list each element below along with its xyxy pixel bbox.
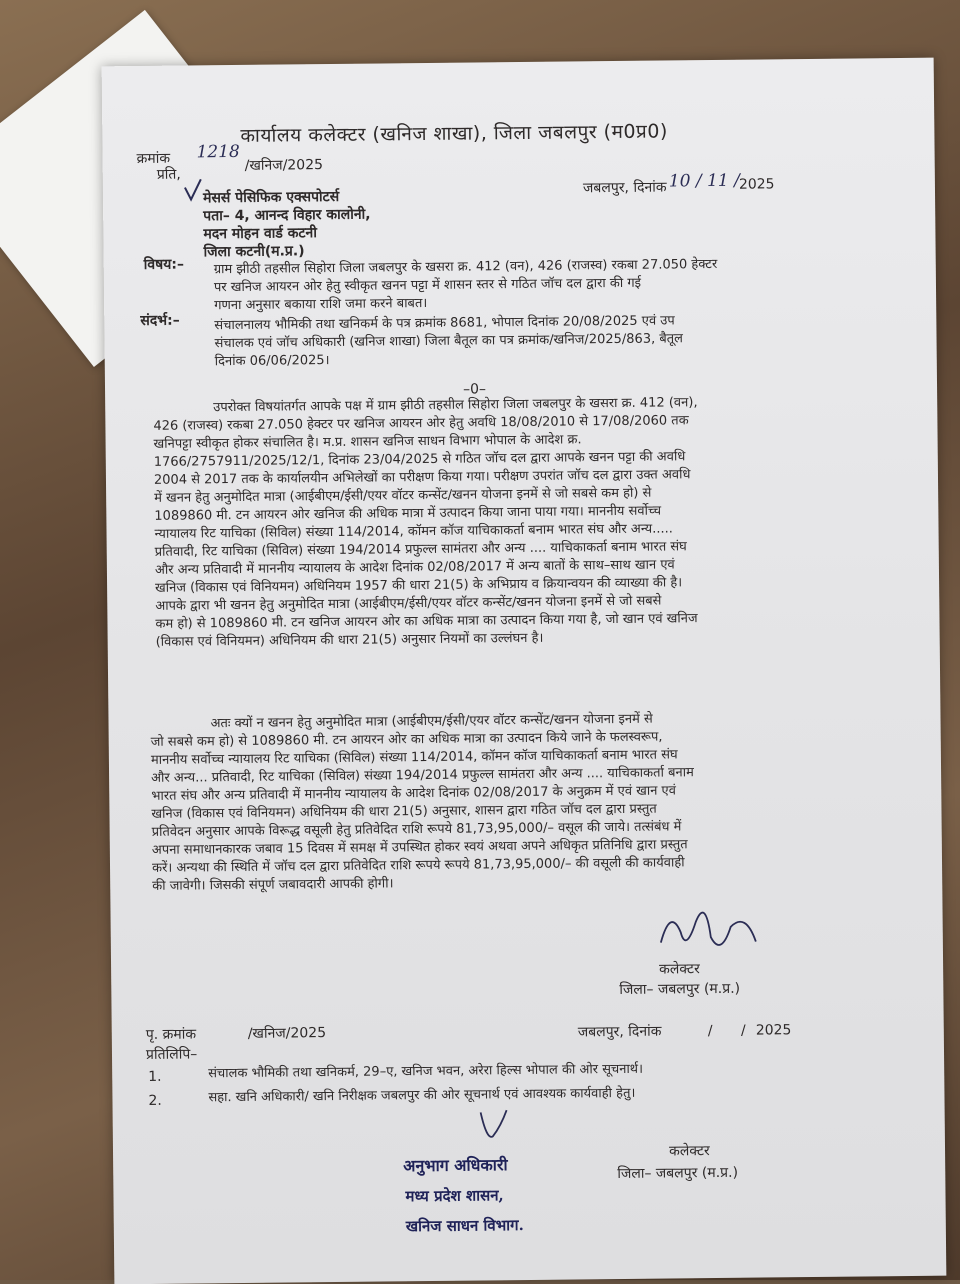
body-paragraph-2 <box>150 709 812 896</box>
body-line: में खनन हेतु अनुमोदित मात्रा (आईबीएम/ईसी/एयर वॉटर कन्सेंट/खनन योजना इनमें से जो सबसे कम हो) से <box>154 485 652 506</box>
body-line: जो सबसे कम हो) से 1089860 मी. टन आयरन ओर का अधिक मात्रा का उत्पादन किये जाने के फलस्वरूप, <box>150 729 663 750</box>
endorsement-ref-prefix: पृ. क्रमांक <box>145 1026 197 1043</box>
endorsement-date-prefix: जबलपुर, दिनांक <box>577 1023 662 1041</box>
copy-label: प्रतिलिपि– <box>145 1046 198 1063</box>
stamp-line2: मध्य प्रदेश शासन, <box>405 1186 504 1206</box>
body-line: आपके द्वारा भी खनन हेतु अनुमोदित मात्रा (आईबीएम/ईसी/एयर वॉटर कन्सेंट/खनन योजना इनमें से जो सबसे <box>155 593 662 614</box>
signatory2-title: कलेक्टर <box>668 1143 710 1160</box>
body-line: प्रतिवादी, रिट याचिका (सिविल) संख्या 194/2014 प्रफुल्ल सामंतरा और अन्य .... याचिकाकर्ता बनाम भारत संघ <box>154 539 687 560</box>
ref-number-handwritten: 1218 <box>196 141 240 163</box>
body-line: और अन्य प्रतिवादी में माननीय न्यायालय के आदेश दिनांक 02/08/2017 में अन्य बातों के साथ–साथ खान एवं <box>154 557 675 578</box>
body-line: माननीय सर्वोच्च न्यायालय रिट याचिका (सिविल) संख्या 114/2014, कॉमन कॉज याचिकाकर्ता बनाम भारत संघ <box>150 747 678 768</box>
stamp-line3: खनिज साधन विभाग. <box>405 1216 524 1236</box>
copy-item-number: 1. <box>148 1068 162 1085</box>
body-line: कम हो) से 1089860 मी. टन खनिज आयरन ओर का अधिक मात्रा का उत्पादन किया गया है, जो खान एवं खनिज <box>155 611 698 632</box>
body-line: अपना समाधानकारक जबाव 15 दिवस में समक्ष में उपस्थित होकर स्वयं अथवा अपने अधिकृत प्रतिनिधि द्वारा प्रस्तुत <box>151 837 688 858</box>
date-handwritten: 10 / 11 / <box>668 170 740 192</box>
reference-line3: दिनांक 06/06/2025। <box>214 353 330 370</box>
reference-line1: संचालनालय भौमिकी तथा खनिकर्म के पत्र क्रमांक 8681, भोपाल दिनांक 20/08/2025 एवं उप <box>214 313 675 334</box>
body-line: प्रतिवेदन अनुसार आपके विरूद्ध वसूली हेतु प्रतिवेदित राशि रूपये 81,73,95,000/– वसूल की जाये। तत्संबंध में <box>151 819 682 840</box>
body-paragraph-1 <box>153 393 816 652</box>
signature-scribble <box>650 901 771 962</box>
reference-line2: संचालक एवं जॉच अधिकारी (खनिज शाखा) जिला बैतूल का पत्र क्रमांक/खनिज/2025/863, बैतूल <box>214 331 684 352</box>
endorsement-date-slashes: / / <box>707 1022 746 1040</box>
addressee-line3: मदन मोहन वार्ड कटनी <box>203 225 318 243</box>
body-line: खनिज (विकास एवं विनियमन) अधिनियम 1957 की धारा 21(5) के अभिप्राय व क्रियान्वयन की व्याख्या की है। <box>155 575 683 596</box>
body-line: अतः क्यों न खनन हेतु अनुमोदित मात्रा (आईबीएम/ईसी/एयर वॉटर कन्सेंट/खनन योजना इनमें से <box>210 711 653 732</box>
copy-item-text: संचालक भौमिकी तथा खनिकर्म, 29–ए, खनिज भवन, अरेरा हिल्स भोपाल की ओर सूचनार्थ। <box>208 1061 644 1082</box>
subject-line2: पर खनिज आयरन ओर हेतु स्वीकृत खनन पट्टा में शासन स्तर से गठित जॉच दल द्वारा की गई <box>213 275 642 296</box>
body-line: 1766/2757911/2025/12/1, दिनांक 23/04/2025 से गठित जॉच दल द्वारा आपके खनन पट्टा की अवधि <box>153 449 686 470</box>
body-line: 426 (राजस्व) रकबा 27.050 हेक्टर पर खनिज आयरन ओर हेतु अवधि 18/08/2010 से 17/08/2060 तक <box>153 413 689 434</box>
addressee-name: मेसर्स पेसिफिक एक्सपोटर्स <box>202 188 340 207</box>
tick-mark-icon <box>183 177 203 203</box>
body-line: (विकास एवं विनियमन) अधिनियम की धारा 21(5) अनुसार नियमों का उल्लंघन है। <box>155 630 544 650</box>
ref-prefix: क्रमांक <box>136 150 171 168</box>
prati-label: प्रति, <box>156 166 181 183</box>
addressee-line2: पता– 4, आनन्द विहार कालोनी, <box>203 206 371 225</box>
stamp-line1: अनुभाग अधिकारी <box>403 1155 508 1176</box>
body-line: खनिज (विकास एवं विनियमन) अधिनियम की धारा 21(5) अनुसार, शासन द्वारा गठित जॉच दल द्वारा प्रस्तुत <box>151 801 657 822</box>
date-prefix: जबलपुर, दिनांक <box>582 179 667 197</box>
body-line: की जावेगी। जिसकी संपूर्ण जबावदारी आपकी होगी। <box>152 876 394 894</box>
reference-label: संदर्भ:– <box>140 312 180 329</box>
signatory-place: जिला– जबलपुर (म.प्र.) <box>619 980 741 999</box>
signatory-title: कलेक्टर <box>659 961 700 978</box>
body-line: और अन्य... प्रतिवादी, रिट याचिका (सिविल) संख्या 194/2014 प्रफुल्ल सामंतरा और अन्य .... याचिकाकर्ता बनाम <box>151 765 694 786</box>
signatory2-place: जिला– जबलपुर (म.प्र.) <box>617 1164 739 1183</box>
endorsement-date-year: 2025 <box>755 1022 792 1039</box>
body-line: भारत संघ और अन्य प्रतिवादी में माननीय न्यायालय के आदेश दिनांक 02/08/2017 के अनुक्रम में एवं खान एवं <box>151 783 677 804</box>
body-line: उपरोक्त विषयांतर्गत आपके पक्ष में ग्राम झीठी तहसील सिहोरा जिला जबलपुर के खसरा क्र. 412 (वन), <box>213 395 698 416</box>
subject-line1: ग्राम झीठी तहसील सिहोरा जिला जबलपुर के खसरा क्र. 412 (वन), 426 (राजस्व) रकबा 27.050 हेक्टर <box>213 256 718 278</box>
subject-line3: गणना अनुसार बकाया राशि जमा करने बाबत। <box>214 295 428 314</box>
body-line: खनिपट्टा स्वीकृत होकर संचालित है। म.प्र. शासन खनिज साधन विभाग भोपाल के आदेश क्र. <box>153 432 582 452</box>
copy-item-text: सहा. खनि अधिकारी/ खनि निरीक्षक जबलपुर की ओर सूचनार्थ एवं आवश्यक कार्यवाही हेतु। <box>208 1085 636 1106</box>
office-heading: कार्यालय कलेक्टर (खनिज शाखा), जिला जबलपुर (म0प्र0) <box>240 120 668 147</box>
body-line: 2004 से 2017 तक के कार्यालयीन अभिलेखों का परीक्षण किया गया। परीक्षण उपरांत जॉच दल द्वारा उक्त अवधि <box>153 467 691 488</box>
copy-item-number: 2. <box>148 1092 162 1109</box>
letter-page <box>102 58 947 1284</box>
endorsement-ref-suffix: /खनिज/2025 <box>247 1025 327 1042</box>
subject-label: विषय:– <box>143 256 185 273</box>
body-line: 1089860 मी. टन आयरन ओर खनिज की अधिक मात्रा में उत्पादन किया जाना पाया गया। माननीय सर्वोच्च <box>154 503 662 524</box>
ref-suffix: /खनिज/2025 <box>244 157 324 174</box>
section-divider: –0– <box>462 381 487 398</box>
date-year: 2025 <box>738 176 775 193</box>
initials-scribble <box>475 1106 515 1146</box>
addressee-line4: जिला कटनी(म.प्र.) <box>203 243 305 261</box>
body-line: न्यायालय रिट याचिका (सिविल) संख्या 114/2014, कॉमन कॉज याचिकाकर्ता बनाम भारत संघ और अन्य..... <box>154 521 673 542</box>
body-line: करें। अन्यथा की स्थिति में जॉच दल द्वारा प्रतिवेदित राशि रूपये रूपये 81,73,95,000/– की वसूली की कार्यवाही <box>151 855 685 876</box>
